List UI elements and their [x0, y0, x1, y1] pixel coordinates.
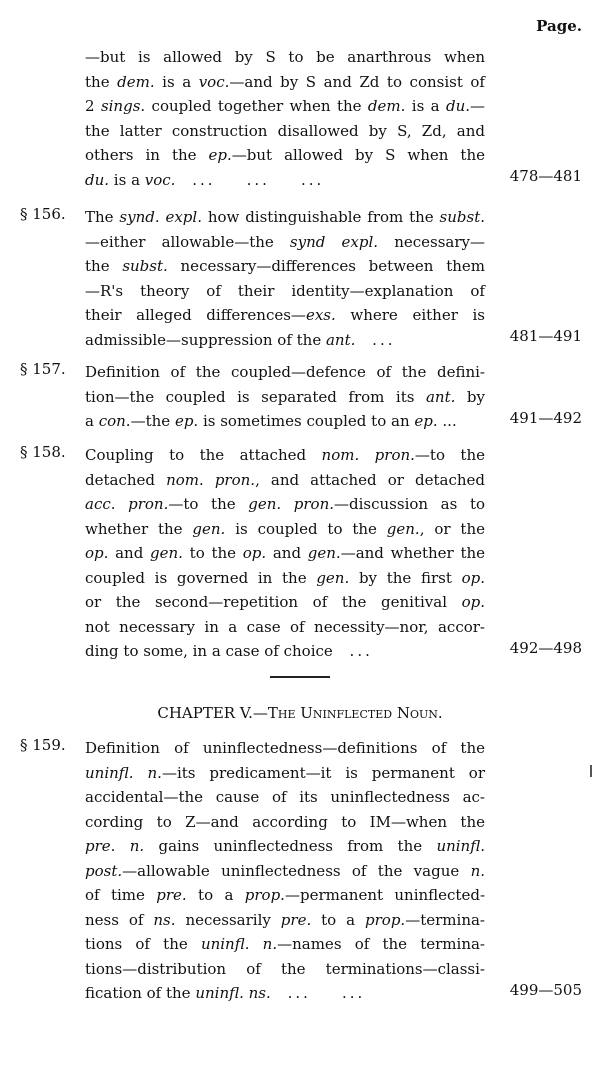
entry-line: —but is allowed by S to be anarthrous when — [85, 48, 485, 66]
section-number: § 159. — [20, 736, 66, 754]
entry-line: Coupling to the attached nom. pron.—to the — [85, 446, 485, 464]
section-number: § 156. — [20, 205, 66, 223]
entry-line: others in the ep.—but allowed by S when the — [85, 146, 485, 164]
entry-line: Definition of the coupled—defence of the defini- — [85, 363, 485, 381]
entry-line: 2 sings. coupled together when the dem. is a du.— — [85, 97, 486, 115]
entry-line: ding to some, in a case of choice ... — [85, 642, 373, 660]
entry-line: —R's theory of their identity—explanation of — [85, 281, 485, 300]
page-range: 492—498 — [509, 639, 582, 657]
entry-line: tions—distribution of the terminations—classi- — [85, 959, 485, 978]
entry-line: the dem. is a voc.—and by S and Zd to consist of — [85, 72, 485, 91]
page-range: 499—505 — [509, 981, 582, 999]
entry-line: fication of the uninfl. ns. ... ... — [85, 984, 366, 1002]
entry-line: whether the gen. is coupled to the gen., or the — [85, 519, 485, 538]
entry-line: ness of ns. necessarily pre. to a prop.—termina- — [85, 910, 485, 929]
entry-line: acc. pron.—to the gen. pron.—discussion as to — [85, 495, 485, 513]
entry-line: op. and gen. to the op. and gen.—and whether the — [85, 544, 486, 562]
section-number: § 158. — [20, 443, 66, 461]
entry-line: uninfl. n.—its predicament—it is permanent or — [85, 763, 486, 782]
entry-line: or the second—repetition of the genitival op. — [85, 593, 485, 611]
page-range: 478—481 — [509, 167, 582, 185]
entry-text — [85, 45, 485, 192]
entry-line: tion—the coupled is separated from its ant. by — [85, 387, 485, 406]
entry-line: The synd. expl. how distinguishable from the subst. — [85, 208, 485, 226]
entry-line: accidental—the cause of its uninflectedness ac- — [85, 788, 485, 806]
entry-text — [85, 736, 485, 1006]
entry-text — [85, 205, 485, 352]
entry-line: du. is a voc. ... ... ... — [85, 170, 325, 189]
section-number: § 157. — [20, 360, 66, 378]
entry-line: the subst. necessary—differences between them — [85, 257, 485, 275]
entry-line: Definition of uninflectedness—definitions of the — [85, 739, 485, 757]
entry-line: detached nom. pron., and attached or detached — [85, 470, 485, 489]
entry-line: coupled is governed in the gen. by the first op. — [85, 568, 485, 587]
entry-line: their alleged differences—exs. where either is — [85, 306, 485, 324]
chapter-prefix: CHAPTER V.— — [157, 704, 268, 722]
entry-line: post.—allowable uninflectedness of the vague n. — [85, 861, 485, 880]
entry-line: pre. n. gains uninflectedness from the uninfl. — [85, 837, 485, 855]
entry-line: cording to Z—and according to IM—when the — [85, 812, 485, 831]
entry-line: tions of the uninfl. n.—names of the termina- — [85, 935, 485, 953]
scan-mark — [590, 765, 592, 777]
entry-text — [85, 360, 485, 434]
section-divider — [270, 676, 330, 678]
page-range: 491—492 — [509, 409, 582, 427]
entry-line: of time pre. to a prop.—permanent uninflected- — [85, 886, 486, 904]
entry-line: admissible—suppression of the ant. ... — [85, 330, 396, 349]
entry-line: a con.—the ep. is sometimes coupled to an ep. ... — [85, 412, 457, 430]
chapter-title: The Uninflected Noun. — [267, 704, 443, 722]
entry-text — [85, 443, 485, 664]
page-column-header: Page. — [536, 17, 582, 35]
entry-line: not necessary in a case of necessity—nor, accor- — [85, 617, 485, 636]
page-range: 481—491 — [509, 327, 582, 345]
entry-line: —either allowable—the synd expl. necessary— — [85, 232, 485, 251]
chapter-heading — [0, 704, 600, 722]
entry-line: the latter construction disallowed by S, Zd, and — [85, 121, 485, 140]
